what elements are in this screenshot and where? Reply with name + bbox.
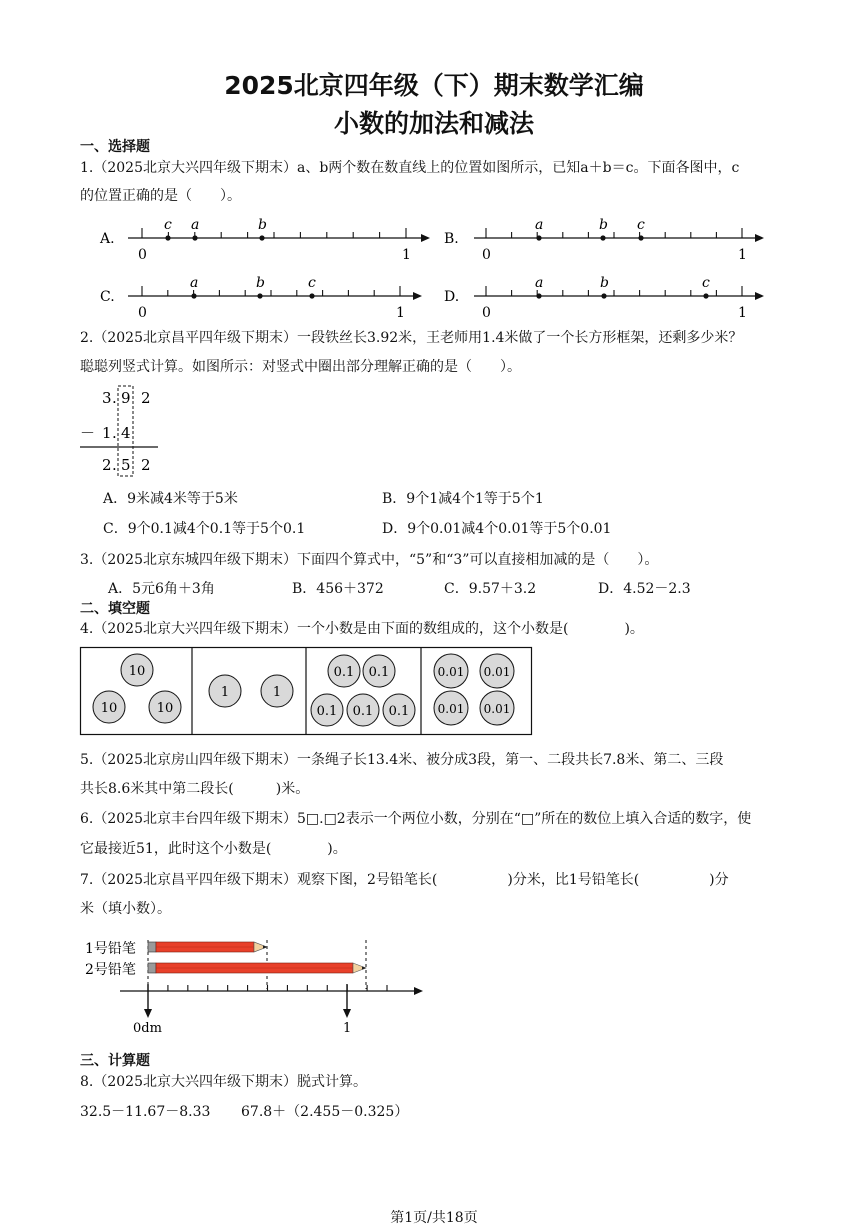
q1-option-c-label: C. — [100, 289, 115, 305]
ruler-zero-label: 0dm — [133, 1021, 162, 1036]
coin-0.1 — [363, 655, 395, 687]
point-c — [309, 293, 314, 298]
ruler-ticks — [148, 985, 387, 991]
point-c-label: c — [637, 217, 645, 233]
q7-text-line2: 米（填小数）。 — [80, 901, 171, 917]
coin-0.01 — [480, 654, 514, 688]
q1-option-a-ticks — [142, 228, 406, 238]
q1-option-b-one: 1 — [738, 247, 747, 263]
point-b-label: b — [600, 275, 609, 291]
coin-0.1 — [311, 694, 343, 726]
point-b — [600, 235, 605, 240]
point-b — [601, 293, 606, 298]
point-a-label: a — [191, 217, 200, 233]
q1-option-b-label: B. — [444, 231, 459, 247]
pencil-2 — [148, 963, 366, 973]
point-b-label: b — [599, 217, 608, 233]
svg-text:0.1: 0.1 — [368, 665, 390, 680]
q6-text-line2: 它最接近51，此时这个小数是( )。 — [80, 841, 347, 857]
pencil2-label: 2号铅笔 — [85, 962, 136, 978]
svg-text:0.01: 0.01 — [483, 702, 511, 716]
pencil1-label: 1号铅笔 — [85, 941, 136, 957]
svg-text:1: 1 — [220, 685, 230, 700]
q6-text-line1: 6.（2025北京丰台四年级下期末）5□.□2表示一个两位小数，分别在“□”所在的数位上填入合适的数字，使 — [80, 811, 752, 827]
q2-option-d: D．9个0.01减4个0.01等于5个0.01 — [382, 521, 612, 537]
svg-text:1: 1 — [272, 685, 282, 700]
digit: . — [112, 456, 117, 474]
coin-0.1 — [383, 694, 415, 726]
svg-text:0.1: 0.1 — [352, 704, 374, 719]
svg-text:10: 10 — [128, 664, 146, 679]
section-heading-fill: 二、填空题 — [80, 601, 150, 617]
q3-option-c: C．9.57＋3.2 — [444, 581, 537, 597]
point-a-label: a — [535, 217, 544, 233]
coin-10 — [149, 691, 181, 723]
q8-text-line1: 8.（2025北京大兴四年级下期末）脱式计算。 — [80, 1074, 367, 1090]
section-heading-choice: 一、选择题 — [80, 139, 150, 155]
digit: 2 — [141, 456, 151, 474]
point-c-label: c — [164, 217, 172, 233]
point-a — [536, 235, 541, 240]
q1-text-line1: 1.（2025北京大兴四年级下期末）a、b两个数在数直线上的位置如图所示，已知a＋b＝c。下面各图中，c — [80, 160, 740, 176]
q3-text-line1: 3.（2025北京东城四年级下期末）下面四个算式中，“5”和“3”可以直接相加减的是（ ）。 — [80, 552, 659, 568]
point-c — [165, 235, 170, 240]
q3-option-b: B．456＋372 — [292, 581, 384, 597]
q1-text-line2: 的位置正确的是（ ）。 — [80, 188, 241, 204]
q8-expression-1: 32.5－11.67－8.33 — [80, 1104, 211, 1120]
q2-text-line1: 2.（2025北京昌平四年级下期末）一段铁丝长3.92米，王老师用1.4米做了一个长方形框架，还剩多少米？ — [80, 330, 743, 346]
q1-option-a-zero: 0 — [138, 247, 147, 263]
q1-option-d-one: 1 — [738, 305, 747, 321]
coin-0.01 — [434, 654, 468, 688]
svg-text:0.1: 0.1 — [333, 665, 355, 680]
q8-expression-2: 67.8＋（2.455－0.325） — [241, 1104, 409, 1120]
q1-option-c-one: 1 — [396, 305, 405, 321]
q1-option-b-ticks — [486, 228, 742, 238]
q4-coin-diagram — [80, 647, 534, 737]
q1-option-c-zero: 0 — [138, 305, 147, 321]
point-b-label: b — [256, 275, 265, 291]
svg-text:0.01: 0.01 — [483, 665, 511, 679]
svg-text:0.01: 0.01 — [437, 702, 465, 716]
q3-option-a: A．5元6角＋3角 — [108, 581, 215, 597]
point-a — [192, 235, 197, 240]
q1-option-a-label: A. — [100, 231, 115, 247]
q1-option-c-number-line — [100, 270, 440, 320]
point-c-label: c — [702, 275, 710, 291]
point-a-label: a — [190, 275, 199, 291]
coin-0.01 — [434, 691, 468, 725]
coin-1 — [209, 675, 241, 707]
digit: . — [112, 424, 117, 442]
point-c-label: c — [308, 275, 316, 291]
point-a — [536, 293, 541, 298]
coin-0.1 — [328, 655, 360, 687]
q2-option-c: C．9个0.1减4个0.1等于5个0.1 — [103, 521, 306, 537]
digit: 4 — [121, 424, 131, 442]
section-heading-calc: 三、计算题 — [80, 1053, 150, 1069]
pencil-1 — [148, 942, 267, 952]
page-title: 2025北京四年级（下）期末数学汇编 — [224, 71, 644, 100]
coin-10 — [121, 654, 153, 686]
digit: 1 — [102, 424, 112, 442]
q1-option-d-zero: 0 — [482, 305, 491, 321]
q3-option-d: D．4.52－2.3 — [598, 581, 691, 597]
svg-text:10: 10 — [100, 701, 118, 716]
q5-text-line2: 共长8.6米其中第二段长( )米。 — [80, 781, 310, 797]
page-subtitle: 小数的加法和减法 — [333, 109, 534, 138]
q1-option-b-zero: 0 — [482, 247, 491, 263]
q1-option-b-number-line — [444, 212, 784, 262]
point-a-label: a — [535, 275, 544, 291]
q7-text-line1: 7.（2025北京昌平四年级下期末）观察下图，2号铅笔长( )分米，比1号铅笔长( )分 — [80, 872, 729, 888]
point-c — [703, 293, 708, 298]
point-b — [257, 293, 262, 298]
digit: 2 — [141, 389, 151, 407]
svg-text:10: 10 — [156, 701, 174, 716]
q7-pencil-diagram — [85, 932, 435, 1037]
q4-text-line1: 4.（2025北京大兴四年级下期末）一个小数是由下面的数组成的，这个小数是( )。 — [80, 621, 644, 637]
point-c — [638, 235, 643, 240]
digit: 5 — [121, 456, 131, 474]
digit: 9 — [121, 389, 131, 407]
digit: 3 — [102, 389, 112, 407]
q1-option-a-number-line — [100, 212, 440, 262]
q5-text-line1: 5.（2025北京房山四年级下期末）一条绳子长13.4米、被分成3段，第一、二段共长7.8米、第二、三段 — [80, 752, 724, 768]
q2-option-b: B．9个1减4个1等于5个1 — [382, 491, 544, 507]
point-b — [259, 235, 264, 240]
digit: 2 — [102, 456, 112, 474]
page-footer: 第1页/共18页 — [390, 1210, 478, 1226]
q1-option-d-label: D. — [444, 289, 460, 305]
ruler-one-label: 1 — [343, 1021, 352, 1036]
coin-10 — [93, 691, 125, 723]
svg-text:0.1: 0.1 — [388, 704, 410, 719]
minus-sign: － — [80, 424, 96, 442]
point-a — [191, 293, 196, 298]
digit: . — [112, 389, 117, 407]
q2-vertical-subtraction — [80, 384, 180, 484]
q1-option-d-number-line — [444, 270, 784, 320]
q2-option-a: A．9米减4米等于5米 — [103, 491, 238, 507]
coin-1 — [261, 675, 293, 707]
point-b-label: b — [258, 217, 267, 233]
q1-option-c-ticks — [142, 286, 400, 296]
coin-0.1 — [347, 694, 379, 726]
svg-text:0.1: 0.1 — [316, 704, 338, 719]
svg-text:0.01: 0.01 — [437, 665, 465, 679]
q2-text-line2: 聪聪列竖式计算。如图所示：对竖式中圈出部分理解正确的是（ ）。 — [80, 359, 521, 375]
q1-option-a-one: 1 — [402, 247, 411, 263]
coin-0.01 — [480, 691, 514, 725]
